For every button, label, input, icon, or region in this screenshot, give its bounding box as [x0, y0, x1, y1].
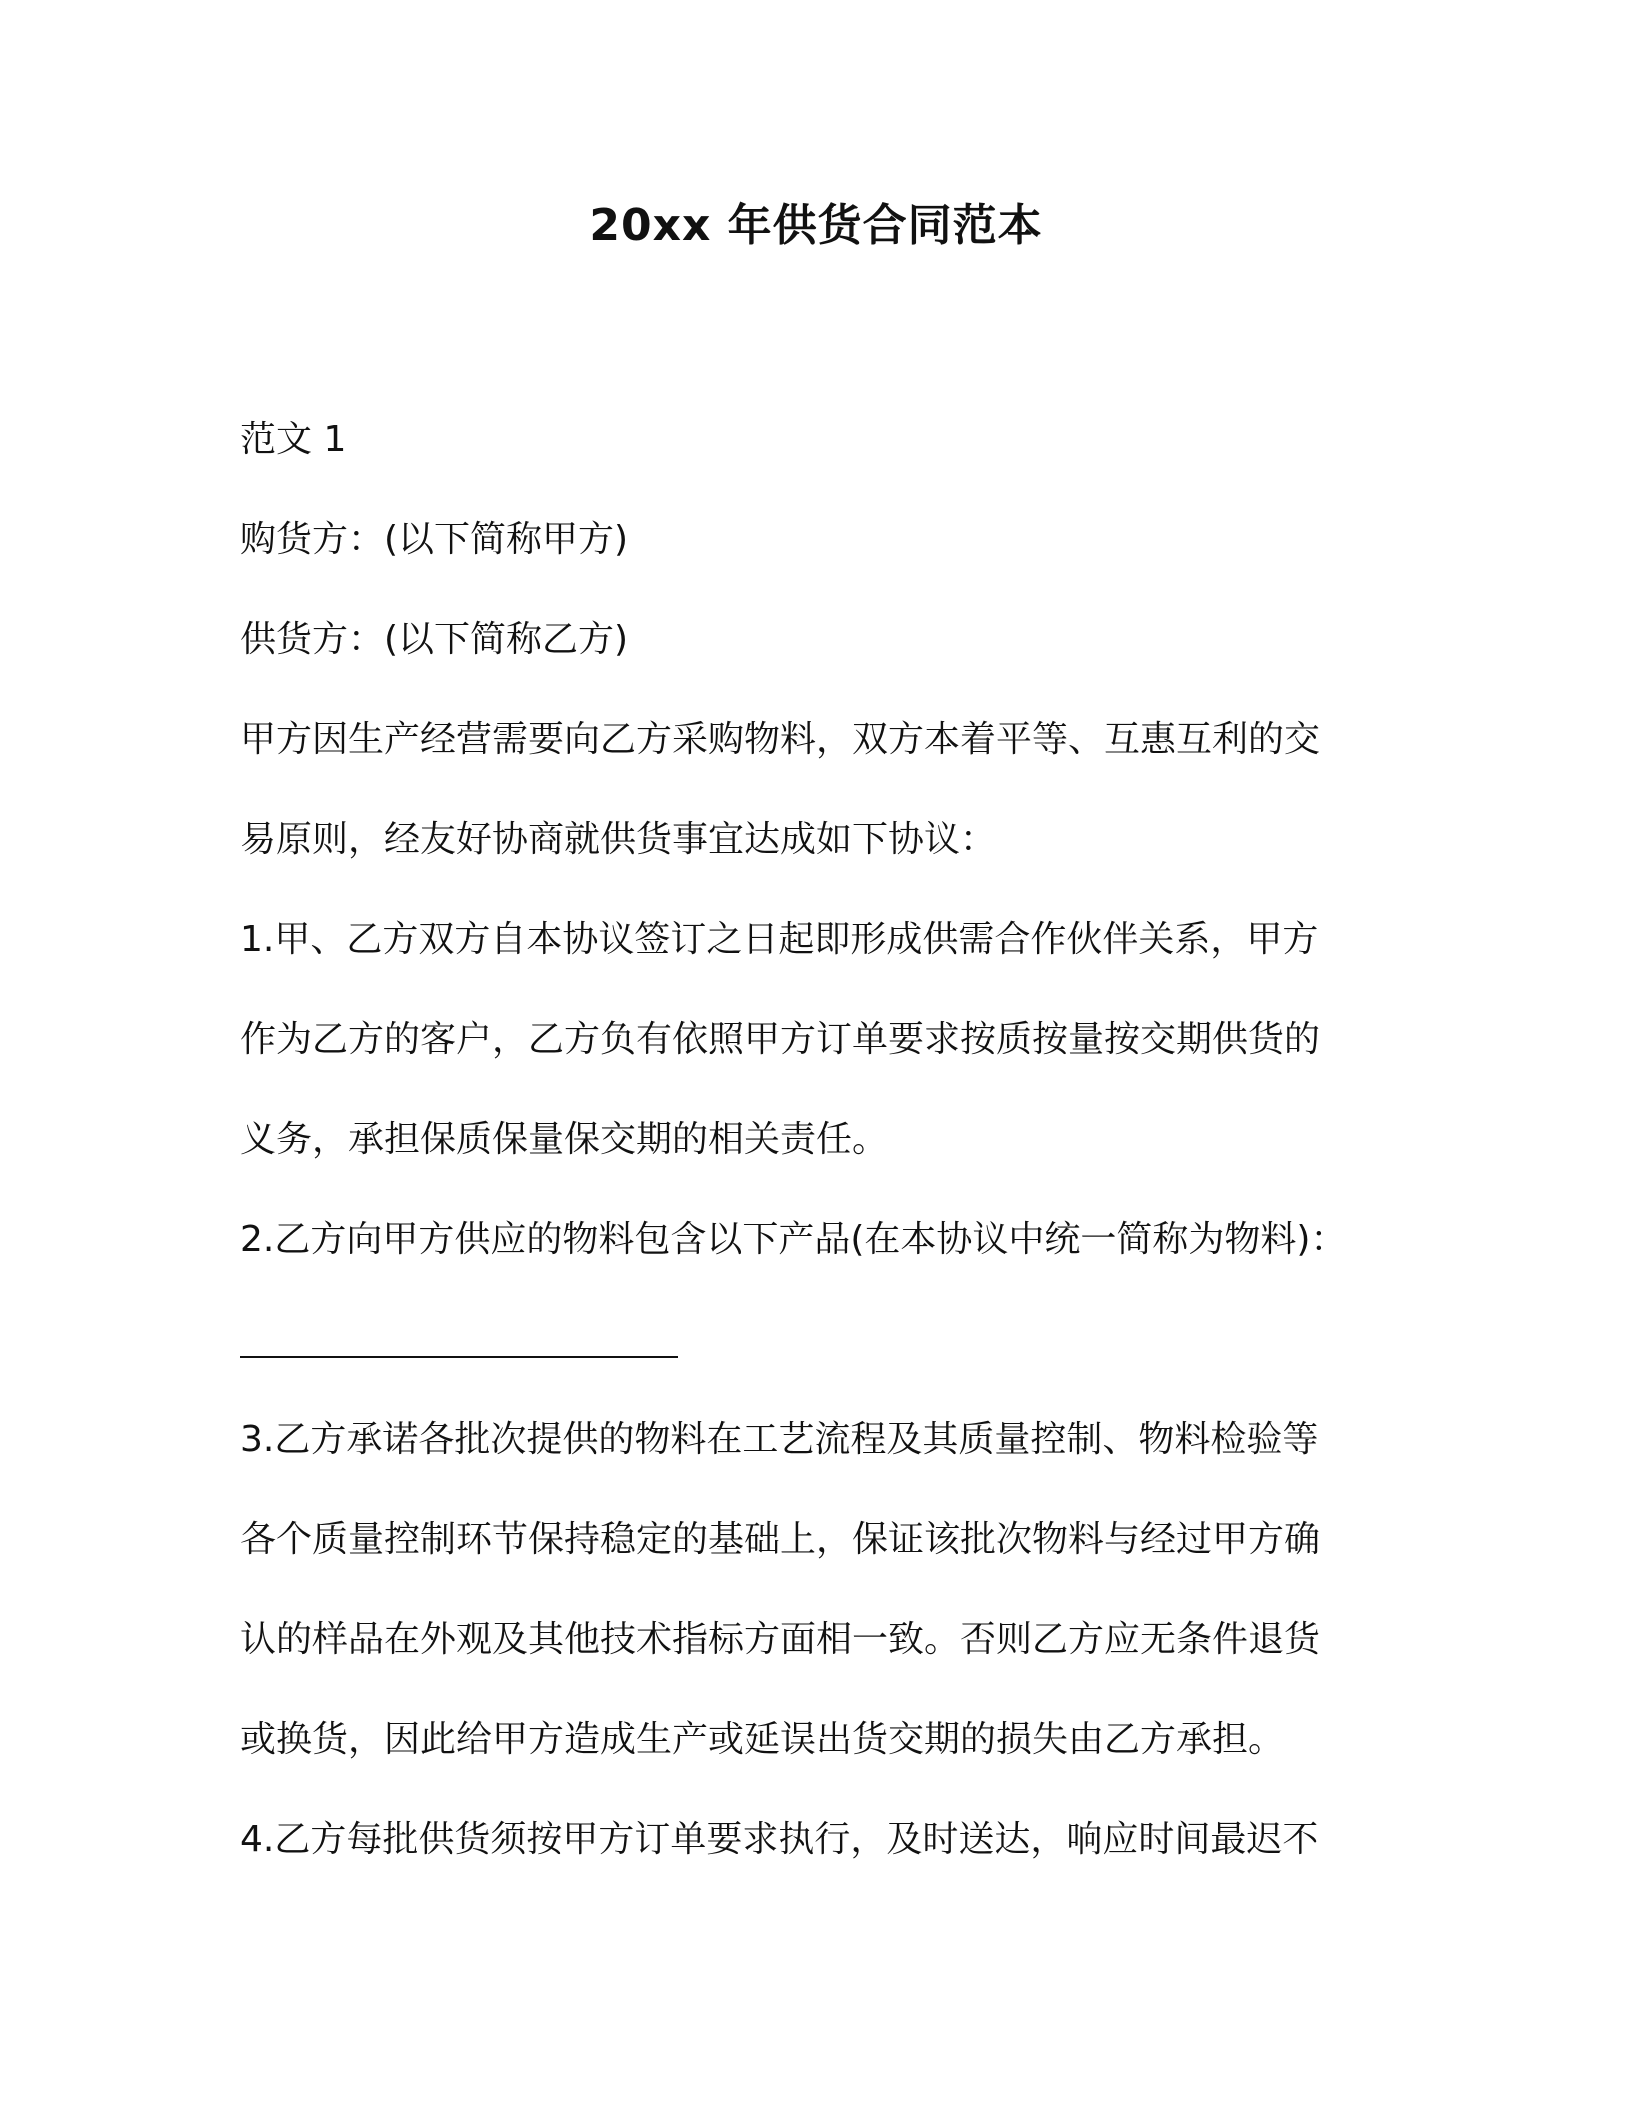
clause-3-line: 认的样品在外观及其他技术指标方面相一致。否则乙方应无条件退货: [240, 1619, 1321, 1660]
clause-3-line: 3.乙方承诺各批次提供的物料在工艺流程及其质量控制、物料检验等: [240, 1419, 1319, 1460]
supplier-line: 供货方：(以下简称乙方): [240, 619, 629, 660]
fill-in-blank: [240, 1316, 1370, 1416]
document-body: [240, 416, 1370, 1916]
clause-1-line: 义务，承担保质保量保交期的相关责任。: [240, 1119, 889, 1160]
clause-4-line: 4.乙方每批供货须按甲方订单要求执行，及时送达，响应时间最迟不: [240, 1819, 1319, 1860]
document-title: 20xx 年供货合同范本: [589, 200, 1043, 251]
blank-underline: [240, 1316, 678, 1358]
buyer-line: 购货方：(以下简称甲方): [240, 519, 629, 560]
clause-1-line: 作为乙方的客户，乙方负有依照甲方订单要求按质按量按交期供货的: [240, 1019, 1321, 1060]
paragraph-line: 易原则，经友好协商就供货事宜达成如下协议：: [240, 819, 997, 860]
clause-1-line: 1.甲、乙方双方自本协议签订之日起即形成供需合作伙伴关系，甲方: [240, 919, 1319, 960]
section-heading: 范文 1: [240, 419, 347, 460]
clause-3-line: 或换货，因此给甲方造成生产或延误出货交期的损失由乙方承担。: [240, 1719, 1285, 1760]
clause-2-line: 2.乙方向甲方供应的物料包含以下产品(在本协议中统一简称为物料)：: [240, 1219, 1347, 1260]
paragraph-line: 甲方因生产经营需要向乙方采购物料，双方本着平等、互惠互利的交: [240, 719, 1321, 760]
clause-3-line: 各个质量控制环节保持稳定的基础上，保证该批次物料与经过甲方确: [240, 1519, 1321, 1560]
